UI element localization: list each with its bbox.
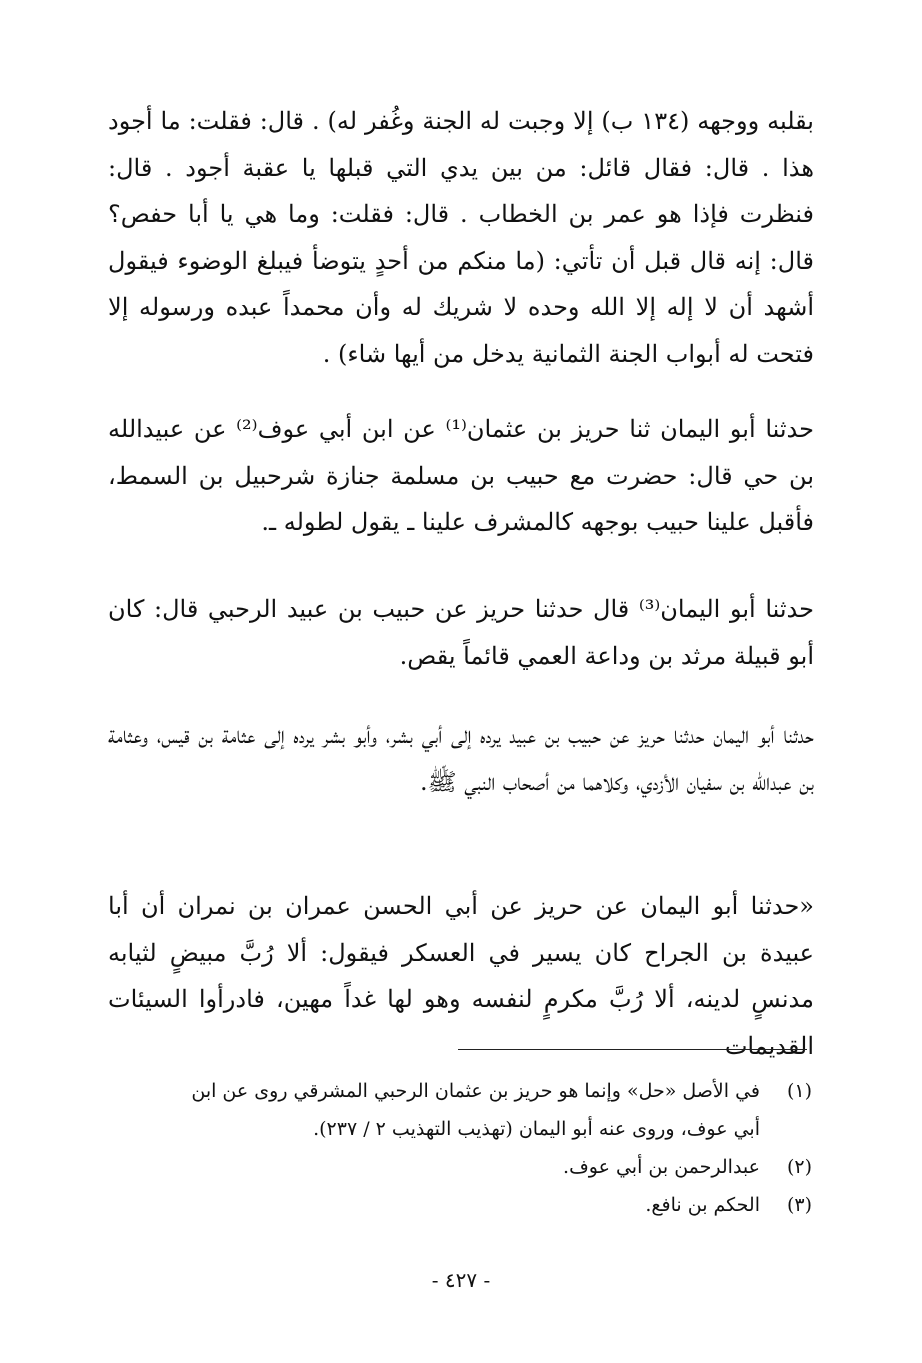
footnote-text: عبدالرحمن بن أبي عوف.: [563, 1156, 760, 1178]
footnote-1: [190, 1072, 812, 1148]
footnotes: [190, 1072, 812, 1224]
footnote-number: (٣): [786, 1194, 812, 1216]
footnote-number: (٢): [786, 1156, 812, 1178]
footnote-text: الحكم بن نافع.: [645, 1194, 760, 1216]
footnote-divider: [458, 1049, 807, 1050]
footnote-3: [190, 1186, 812, 1224]
paragraph-5: «حدثنا أبو اليمان عن حريز عن أبي الحسن عمران بن نمران أن أبا عبيدة بن الجراح كان يسير في العسكر فيقول: ألا رُبَّ مبيضٍ لثيابه مدنسٍ لدينه، ألا رُبَّ مكرمٍ لنفسه وهو لها غداً مهين، فادرأوا السيئات القديمات: [108, 892, 815, 1060]
footnote-number: (١): [786, 1080, 812, 1102]
paragraph-3: حدثنا أبو اليمان⁽³⁾ قال حدثنا حريز عن حبيب بن عبيد الرحبي قال: كان أبو قبيلة مرثد بن وداعة العمي قائماً يقص.: [108, 595, 814, 670]
paragraph-1: بقلبه ووجهه (١٣٤ ب) إلا وجبت له الجنة وغُفر له) . قال: فقلت: ما أجود هذا . قال: فقال قائل: من بين يدي التي قبلها يا عقبة أجود . قال: فنظرت فإذا هو عمر بن الخطاب . قال: فقلت: وما هي يا أبا حفص؟ قال: إنه قال قبل أن تأتي: (ما منكم من أحدٍ يتوضأ فيبلغ الوضوء فيقول أشهد أن لا إله إلا الله وحده لا شريك له وأن محمداً عبده ورسوله إلا فتحت له أبواب الجنة الثمانية يدخل من أيها شاء) .: [108, 107, 814, 368]
page-number: - ٤٢٧ -: [431, 1268, 491, 1292]
footnote-text: في الأصل «حل» وإنما هو حريز بن عثمان الرحبي المشرقي روى عن ابن أبي عوف، وروى عنه أبو اليمان (تهذيب التهذيب ٢ / ٢٣٧).: [191, 1080, 760, 1140]
paragraph-4: حدثنا أبو اليمان حدثنا حريز عن حبيب بن عبيد يرده إلى أبي بشر، وأبو بشر يرده إلى عثامة بن قيس، وعثامة بن عبدالله بن سفيان الأزدي، وكلاهما من أصحاب النبي ﷺ.: [108, 721, 814, 796]
paragraph-2: حدثنا أبو اليمان ثنا حريز بن عثمان⁽¹⁾ عن ابن أبي عوف⁽²⁾ عن عبيدالله بن حي قال: حضرت مع حبيب بن مسلمة جنازة شرحبيل بن السمط، فأقبل علينا حبيب بوجهه كالمشرف علينا ـ يقول لطوله ـ.: [108, 415, 815, 536]
footnote-2: [190, 1148, 812, 1186]
